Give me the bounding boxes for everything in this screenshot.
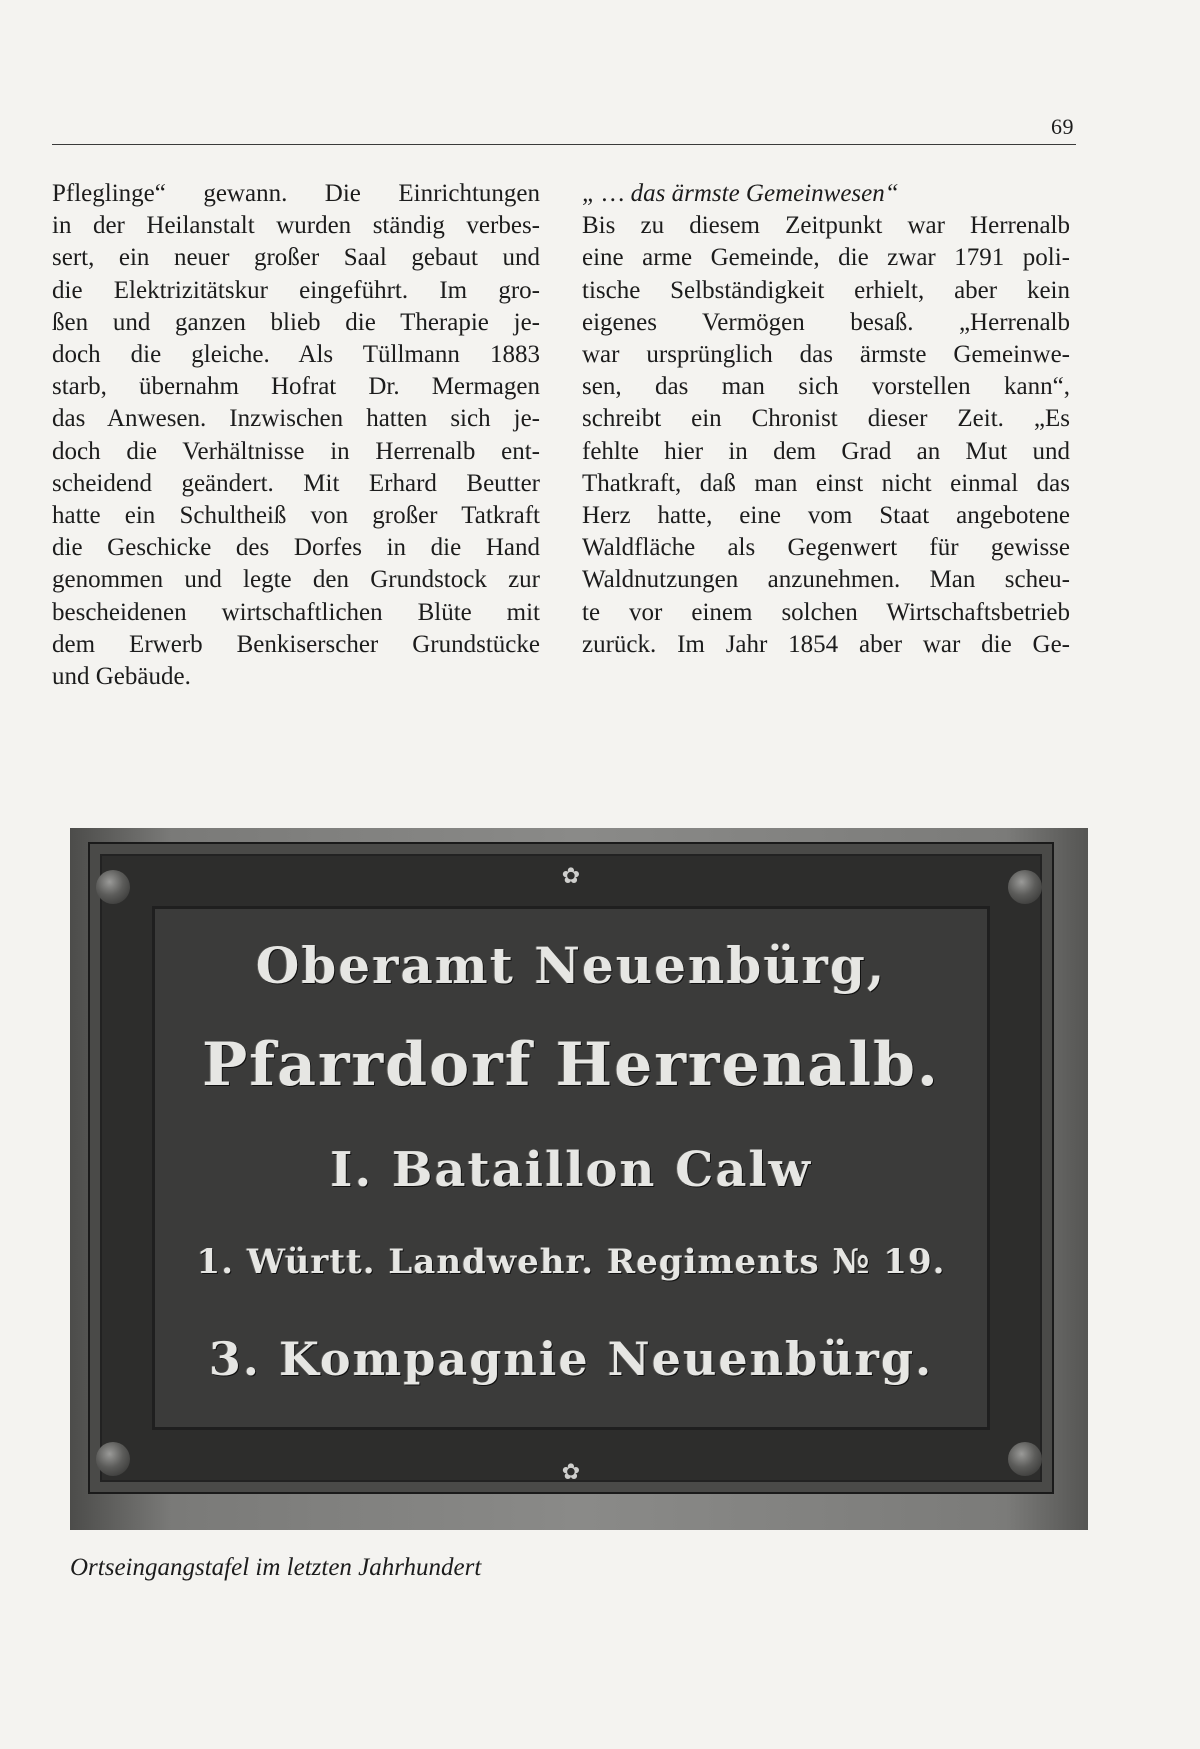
text-line: sen, das man sich vorstellen kann“, [582, 373, 1070, 401]
text-line: die Geschicke des Dorfes in die Hand [52, 534, 540, 562]
plaque-line-4: 1. Württ. Landwehr. Regiments № 19. [196, 1242, 946, 1282]
text-line: das Anwesen. Inzwischen hatten sich je- [52, 405, 540, 433]
plaque-line-3: I. Bataillon Calw [329, 1142, 812, 1198]
bolt-icon [1008, 1442, 1042, 1476]
text-line: zurück. Im Jahr 1854 aber war die Ge- [582, 630, 1070, 658]
text-line: ßen und ganzen blieb die Therapie je- [52, 308, 540, 336]
text-line: Bis zu diesem Zeitpunkt war Herrenalb [582, 212, 1070, 240]
text-line: schreibt ein Chronist dieser Zeit. „Es [582, 405, 1070, 433]
photo-caption: Ortseingangstafel im letzten Jahrhundert [70, 1554, 482, 1581]
text-line: genommen und legte den Grundstock zur [52, 566, 540, 594]
right-column [582, 178, 1070, 661]
text-line: Herz hatte, eine vom Staat angebotene [582, 502, 1070, 530]
text-line: Waldnutzungen anzunehmen. Man scheu- [582, 566, 1070, 594]
text-line: te vor einem solchen Wirtschaftsbetrieb [582, 598, 1070, 626]
text-line: doch die gleiche. Als Tüllmann 1883 [52, 341, 540, 369]
text-line: hatte ein Schultheiß von großer Tatkraft [52, 502, 540, 530]
text-line: war ursprünglich das ärmste Gemeinwe- [582, 341, 1070, 369]
town-sign-plaque [88, 842, 1054, 1494]
header-rule [52, 144, 1076, 145]
text-line: doch die Verhältnisse in Herrenalb ent- [52, 437, 540, 465]
text-line: eine arme Gemeinde, die zwar 1791 poli- [582, 244, 1070, 272]
text-line: bescheidenen wirtschaftlichen Blüte mit [52, 598, 540, 626]
text-line: die Elektrizitätskur eingeführt. Im gro- [52, 276, 540, 304]
left-column [52, 178, 540, 693]
text-line: tische Selbständigkeit erhielt, aber kein [582, 276, 1070, 304]
text-line: starb, übernahm Hofrat Dr. Mermagen [52, 373, 540, 401]
plaque-line-5: 3. Kompagnie Neuenbürg. [208, 1332, 934, 1386]
text-line: sert, ein neuer großer Saal gebaut und [52, 244, 540, 272]
page-number: 69 [1051, 114, 1074, 139]
plaque-line-2: Pfarrdorf Herrenalb. [202, 1030, 940, 1100]
text-line: und Gebäude. [52, 663, 191, 691]
plaque-line-1: Oberamt Neuenbürg, [255, 936, 887, 995]
bolt-icon [96, 1442, 130, 1476]
text-line: eigenes Vermögen besaß. „Herrenalb [582, 308, 1070, 336]
bolt-icon [96, 870, 130, 904]
text-line: Waldfläche als Gegenwert für gewisse [582, 534, 1070, 562]
text-line: Thatkraft, daß man einst nicht einmal das [582, 469, 1070, 497]
section-heading: „ … das ärmste Gemeinwesen“ [582, 180, 899, 207]
text-line: fehlte hier in dem Grad an Mut und [582, 437, 1070, 465]
text-line: dem Erwerb Benkiserscher Grundstücke [52, 630, 540, 658]
text-line: Pfleglinge“ gewann. Die Einrichtungen [52, 180, 540, 207]
text-line: in der Heilanstalt wurden ständig verbes- [52, 212, 540, 240]
text-line: scheidend geändert. Mit Erhard Beutter [52, 469, 540, 497]
rosette-ornament-icon: ✿ [561, 1460, 581, 1485]
bolt-icon [1008, 870, 1042, 904]
plaque-photo [70, 828, 1088, 1530]
rosette-ornament-icon: ✿ [561, 864, 581, 889]
